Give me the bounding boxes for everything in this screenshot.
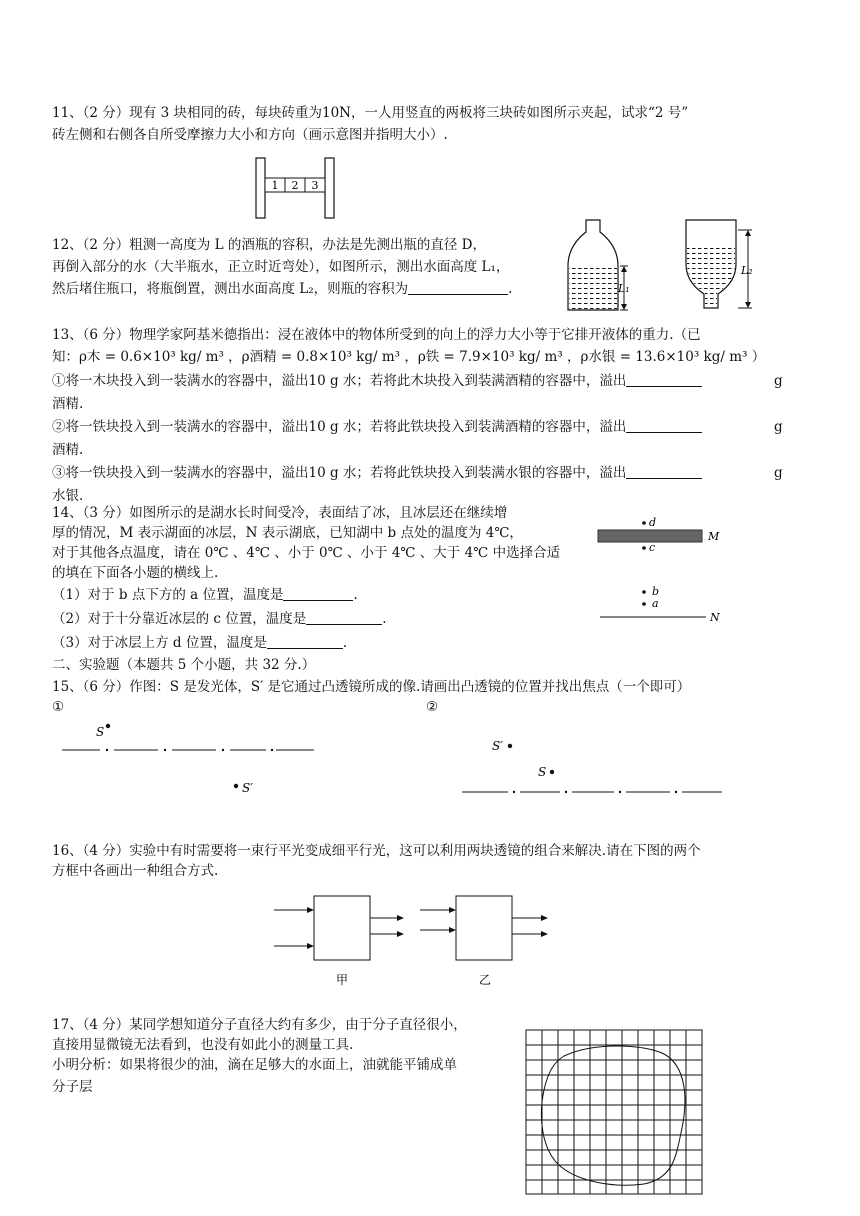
q13-unit-2: g bbox=[774, 419, 783, 435]
q13-blank-2[interactable] bbox=[626, 418, 702, 433]
q13-item1-tail: 酒精. bbox=[52, 396, 84, 412]
point-d-label: d bbox=[649, 516, 657, 529]
q15-mark-2: ② bbox=[426, 699, 439, 715]
q12-line3: 然后堵住瓶口，将瓶倒置，测出水面高度 L₂，则瓶的容积为 . bbox=[52, 281, 513, 297]
q14-line3: 对于其他各点温度，请在 0℃ 、4℃ 、小于 0℃ 、小于 4℃ 、大于 4℃ 中选择合适 bbox=[52, 545, 561, 561]
s-prime-label-2: S′ bbox=[492, 739, 503, 753]
q13-line2: 知：ρ木 = 0.6×10³ kg/ m³ ，ρ酒精 = 0.8×10³ kg/ m³ ，ρ铁 = 7.9×10³ kg/ m³ ，ρ水银 = 13.6×10³ kg/ m³ ） bbox=[52, 349, 766, 365]
q14-sub1: （1）对于 b 点下方的 a 位置，温度是 . bbox=[52, 587, 358, 603]
q17-line2: 直接用显微镜无法看到，也没有如此小的测量工具. bbox=[52, 1037, 354, 1053]
q15-figure-1 bbox=[56, 716, 318, 800]
q13-item3-tail: 水银. bbox=[52, 488, 84, 504]
point-c-label: c bbox=[649, 541, 656, 554]
s-label-2: S bbox=[538, 765, 547, 779]
q12-line2: 再倒入部分的水（大半瓶水，正立时近弯处），如图所示，测出水面高度 L₁， bbox=[52, 259, 510, 275]
q14-blank-3[interactable] bbox=[267, 634, 343, 649]
q17-line3: 小明分析：如果将很少的油，滴在足够大的水面上，油就能平铺成单 bbox=[52, 1057, 457, 1073]
q14-line2: 厚的情况，M 表示湖面的冰层，N 表示湖底，已知湖中 b 点处的温度为 4℃， bbox=[52, 525, 523, 541]
brick-3-label: 3 bbox=[311, 179, 319, 192]
q12-line1: 12、（2 分）粗测一高度为 L 的酒瓶的容积，办法是先测出瓶的直径 D， bbox=[52, 237, 486, 253]
q14-blank-2[interactable] bbox=[306, 610, 382, 625]
q13-line1: 13、（6 分）物理学家阿基米德指出：浸在液体中的物体所受到的向上的浮力大小等于它排开液体的重力.（已 bbox=[52, 327, 701, 343]
q15-figure-2 bbox=[458, 736, 728, 798]
section2-heading: 二、实验题（本题共 5 个小题，共 32 分.） bbox=[52, 657, 316, 673]
q13-blank-3[interactable] bbox=[626, 464, 702, 479]
oil-film-grid-figure bbox=[524, 1028, 708, 1198]
label-n: N bbox=[710, 611, 720, 624]
q13-item3: ③将一铁块投入到一装满水的容器中，溢出10 g 水；若将此铁块投入到装满水银的容器中，溢出 bbox=[52, 464, 702, 482]
q13-blank-1[interactable] bbox=[626, 372, 702, 387]
point-b-label: b bbox=[652, 585, 660, 598]
q13-item2-tail: 酒精. bbox=[52, 442, 84, 458]
q11-line2: 砖左侧和右侧各自所受摩擦力大小和方向（画示意图并指明大小）. bbox=[52, 127, 448, 143]
q15-line1: 15、（6 分）作图：S 是发光体，S′ 是它通过凸透镜所成的像.请画出凸透镜的位置并找出焦点（一个即可） bbox=[52, 679, 691, 695]
q14-sub2: （2）对于十分靠近冰层的 c 位置，温度是 . bbox=[52, 611, 387, 627]
q15-mark-1: ① bbox=[52, 699, 65, 715]
q13-item1: ①将一木块投入到一装满水的容器中，溢出10 g 水；若将此木块投入到装满酒精的容器中，溢出 bbox=[52, 372, 702, 390]
q14-line4: 的填在下面各小题的横线上. bbox=[52, 565, 219, 581]
s-prime-label-1: S′ bbox=[242, 781, 253, 795]
s-label-1: S bbox=[96, 725, 105, 739]
l1-label: L₁ bbox=[618, 282, 630, 295]
q13-unit-3: g bbox=[774, 465, 783, 481]
bottle-figure bbox=[560, 216, 760, 314]
point-a-label: a bbox=[652, 597, 659, 610]
brick-2-label: 2 bbox=[291, 179, 299, 192]
q17-line1: 17、（4 分）某同学想知道分子直径大约有多少，由于分子直径很小， bbox=[52, 1017, 467, 1033]
box-yi-label: 乙 bbox=[478, 973, 492, 987]
box-jia-label: 甲 bbox=[335, 973, 349, 987]
q13-unit-1: g bbox=[774, 373, 783, 389]
box-jia[interactable] bbox=[314, 896, 370, 960]
q14-line1: 14、（3 分）如图所示的是湖水长时间受冷，表面结了冰，且冰层还在继续增 bbox=[52, 505, 508, 521]
q14-sub3: （3）对于冰层上方 d 位置，温度是 . bbox=[52, 635, 348, 651]
q14-blank-1[interactable] bbox=[283, 586, 353, 601]
q16-line1: 16、（4 分）实验中有时需要将一束行平光变成细平行光，这可以利用两块透镜的组合来解决.请在下图的两个 bbox=[52, 843, 701, 859]
label-m: M bbox=[708, 530, 720, 543]
q12-answer-blank[interactable] bbox=[408, 280, 508, 295]
q13-item2: ②将一铁块投入到一装满水的容器中，溢出10 g 水；若将此铁块投入到装满酒精的容器中，溢出 bbox=[52, 418, 702, 436]
lake-ice-figure bbox=[596, 512, 736, 624]
q11-line1: 11、（2 分）现有 3 块相同的砖，每块砖重为10N，一人用竖直的两板将三块砖如图所示夹起，试求“2 号” bbox=[52, 105, 689, 121]
l2-label: L₂ bbox=[741, 264, 753, 277]
box-yi[interactable] bbox=[456, 896, 512, 960]
q16-line2: 方框中各画出一种组合方式. bbox=[52, 863, 219, 879]
lens-combo-figure bbox=[272, 892, 556, 990]
q17-line4: 分子层 bbox=[52, 1079, 93, 1095]
oil-film-outline bbox=[541, 1046, 685, 1185]
brick-1-label: 1 bbox=[271, 179, 279, 192]
brick-clamp-figure bbox=[250, 156, 340, 220]
